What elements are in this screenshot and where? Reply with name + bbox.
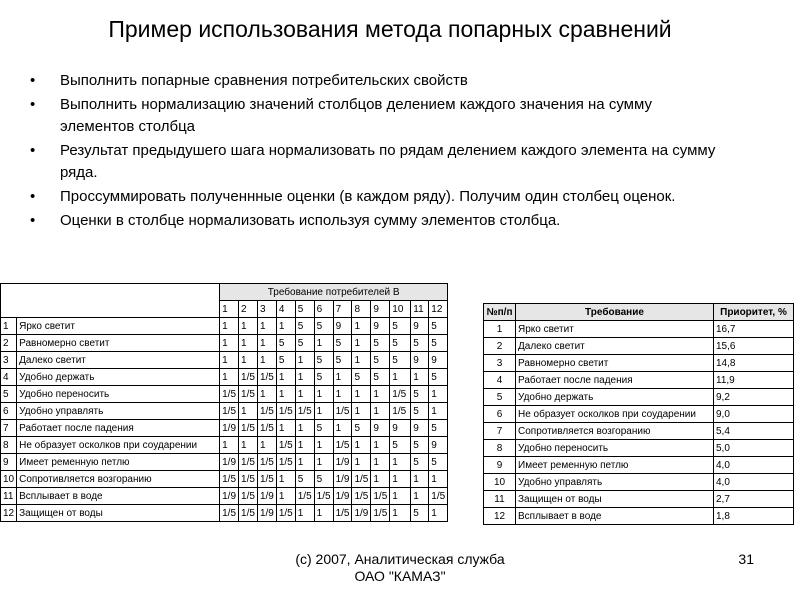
priority-row-number: 8 [484,440,516,457]
matrix-value-cell: 5 [295,318,314,335]
priority-row [484,508,794,525]
matrix-row [1,471,448,488]
matrix-value-cell: 1/9 [352,505,371,522]
matrix-value-cell: 5 [314,420,333,437]
matrix-value-cell: 1 [371,403,390,420]
matrix-column-number: 11 [411,301,429,318]
matrix-row-number: 6 [1,403,17,420]
matrix-column-number: 2 [239,301,258,318]
matrix-value-cell: 1/5 [276,437,295,454]
matrix-value-cell: 1/5 [239,369,258,386]
priority-row [484,321,794,338]
bullet-text: Выполнить попарные сравнения потребительских свойств [60,72,468,89]
priority-value: 5,4 [714,423,794,440]
priority-row-number: 1 [484,321,516,338]
matrix-value-cell: 1 [239,403,258,420]
matrix-value-cell: 1/9 [257,488,276,505]
matrix-value-cell: 1 [276,420,295,437]
matrix-value-cell: 5 [429,420,448,437]
matrix-value-cell: 5 [429,335,448,352]
matrix-value-cell: 1 [371,454,390,471]
matrix-value-cell: 1 [333,420,352,437]
priority-row [484,355,794,372]
matrix-value-cell: 5 [411,335,429,352]
matrix-value-cell: 1 [411,369,429,386]
matrix-row-number: 7 [1,420,17,437]
matrix-value-cell: 5 [371,369,390,386]
matrix-value-cell: 1 [276,318,295,335]
priority-value: 4,0 [714,457,794,474]
matrix-value-cell: 5 [352,369,371,386]
priority-value: 15,6 [714,338,794,355]
matrix-value-cell: 9 [429,352,448,369]
matrix-value-cell: 1/5 [295,403,314,420]
matrix-value-cell: 1 [314,437,333,454]
priority-requirement: Удобно переносить [516,440,714,457]
matrix-value-cell: 9 [371,318,390,335]
matrix-value-cell: 1 [295,437,314,454]
matrix-value-cell: 1 [239,318,258,335]
matrix-value-cell: 5 [411,505,429,522]
priority-value: 14,8 [714,355,794,372]
priority-table [483,303,794,525]
matrix-value-cell: 1/9 [333,454,352,471]
matrix-column-number: 4 [276,301,295,318]
matrix-column-number: 10 [390,301,411,318]
matrix-value-cell: 1/9 [220,488,239,505]
matrix-value-cell: 1 [429,386,448,403]
matrix-column-number: 6 [314,301,333,318]
matrix-value-cell: 1 [352,318,371,335]
matrix-value-cell: 1/5 [239,505,258,522]
matrix-row [1,488,448,505]
priority-value: 1,8 [714,508,794,525]
matrix-value-cell: 9 [411,352,429,369]
priority-column-header: №п/п [484,304,516,321]
matrix-value-cell: 5 [411,403,429,420]
matrix-row-number: 4 [1,369,17,386]
priority-column-header: Приоритет, % [714,304,794,321]
matrix-row-requirement: Равномерно светит [17,335,220,352]
matrix-value-cell: 1/5 [371,488,390,505]
matrix-value-cell: 5 [411,386,429,403]
matrix-corner-cell [1,284,220,318]
matrix-value-cell: 1 [295,505,314,522]
priority-row-number: 12 [484,508,516,525]
matrix-value-cell: 1 [411,488,429,505]
matrix-value-cell: 1/5 [220,505,239,522]
priority-requirement: Далеко светит [516,338,714,355]
matrix-value-cell: 1/5 [371,505,390,522]
priority-row-number: 10 [484,474,516,491]
matrix-row-number: 11 [1,488,17,505]
bullet-item [30,140,730,184]
matrix-value-cell: 5 [411,454,429,471]
page-number: 31 [738,551,754,567]
matrix-row [1,335,448,352]
priority-requirement: Работает после падения [516,372,714,389]
matrix-value-cell: 1 [390,369,411,386]
priority-row [484,474,794,491]
priority-row [484,338,794,355]
matrix-column-number: 5 [295,301,314,318]
matrix-group-header: Требование потребителей В [220,284,448,301]
footer-copyright [230,551,570,585]
priority-value: 9,0 [714,406,794,423]
matrix-row-requirement: Сопротивляется возгоранию [17,471,220,488]
matrix-row-requirement: Имеет ременную петлю [17,454,220,471]
matrix-value-cell: 1 [429,505,448,522]
matrix-value-cell: 1 [390,454,411,471]
matrix-value-cell: 1 [295,352,314,369]
bullet-item [30,186,730,208]
bullet-text: Оценки в столбце нормализовать используя сумму элементов столбца. [60,212,561,229]
bullet-icon: • [30,212,36,229]
matrix-value-cell: 1/5 [220,386,239,403]
matrix-value-cell: 1 [257,335,276,352]
matrix-header-row [1,284,448,301]
matrix-value-cell: 1 [276,471,295,488]
priority-requirement: Защищен от воды [516,491,714,508]
matrix-value-cell: 1/5 [239,386,258,403]
matrix-value-cell: 9 [390,420,411,437]
priority-row-number: 9 [484,457,516,474]
matrix-value-cell: 5 [371,352,390,369]
matrix-value-cell: 1/5 [239,420,258,437]
priority-requirement: Удобно держать [516,389,714,406]
matrix-value-cell: 5 [390,335,411,352]
priority-row [484,457,794,474]
matrix-row-requirement: Не образует осколков при соударении [17,437,220,454]
matrix-value-cell: 1/5 [333,505,352,522]
matrix-value-cell: 1 [220,369,239,386]
matrix-value-cell: 1/5 [352,488,371,505]
priority-value: 2,7 [714,491,794,508]
matrix-value-cell: 1 [220,318,239,335]
matrix-value-cell: 1/5 [295,488,314,505]
matrix-value-cell: 1/9 [257,505,276,522]
page-title: Пример использования метода попарных сравнений [108,16,672,42]
matrix-row-requirement: Защищен от воды [17,505,220,522]
matrix-value-cell: 5 [352,420,371,437]
matrix-value-cell: 1 [257,318,276,335]
matrix-row-number: 3 [1,352,17,369]
matrix-value-cell: 1 [276,386,295,403]
matrix-value-cell: 1 [352,386,371,403]
matrix-value-cell: 1/5 [333,437,352,454]
matrix-value-cell: 9 [411,420,429,437]
matrix-value-cell: 1 [352,403,371,420]
matrix-value-cell: 1/5 [220,471,239,488]
matrix-row-requirement: Удобно переносить [17,386,220,403]
matrix-column-number: 7 [333,301,352,318]
matrix-value-cell: 5 [276,335,295,352]
matrix-value-cell: 1/5 [276,505,295,522]
matrix-column-number: 8 [352,301,371,318]
matrix-row [1,403,448,420]
priority-row [484,389,794,406]
matrix-row-requirement: Удобно держать [17,369,220,386]
matrix-value-cell: 1 [314,386,333,403]
matrix-row-requirement: Далеко светит [17,352,220,369]
bullet-icon: • [30,188,36,205]
priority-value: 4,0 [714,474,794,491]
matrix-value-cell: 9 [371,420,390,437]
matrix-value-cell: 1/5 [276,403,295,420]
matrix-value-cell: 5 [314,352,333,369]
matrix-value-cell: 1 [429,403,448,420]
matrix-value-cell: 5 [314,318,333,335]
matrix-value-cell: 1 [295,454,314,471]
matrix-value-cell: 9 [429,437,448,454]
matrix-value-cell: 5 [411,437,429,454]
matrix-value-cell: 1/5 [220,403,239,420]
priority-row [484,372,794,389]
matrix-value-cell: 1 [314,454,333,471]
matrix-value-cell: 1 [371,471,390,488]
matrix-value-cell: 1 [411,471,429,488]
matrix-value-cell: 1 [295,386,314,403]
matrix-value-cell: 5 [371,335,390,352]
matrix-value-cell: 1 [390,488,411,505]
matrix-value-cell: 1/5 [257,403,276,420]
matrix-value-cell: 1/5 [429,488,448,505]
matrix-row-requirement: Удобно управлять [17,403,220,420]
matrix-value-cell: 1/5 [257,471,276,488]
priority-row [484,423,794,440]
matrix-value-cell: 1/5 [257,420,276,437]
matrix-value-cell: 1/9 [333,471,352,488]
matrix-row-number: 8 [1,437,17,454]
matrix-value-cell: 1 [390,505,411,522]
bullet-text: Выполнить нормализацию значений столбцов делением каждого значения на сумму элементов столбца [60,96,652,135]
matrix-value-cell: 1/5 [390,386,411,403]
matrix-row [1,420,448,437]
comparison-matrix-table [0,283,448,522]
matrix-value-cell: 1/5 [314,488,333,505]
matrix-value-cell: 1 [220,437,239,454]
matrix-row-number: 10 [1,471,17,488]
priority-requirement: Не образует осколков при соударении [516,406,714,423]
matrix-value-cell: 1 [314,505,333,522]
matrix-value-cell: 5 [295,471,314,488]
matrix-value-cell: 5 [429,454,448,471]
matrix-value-cell: 1 [371,437,390,454]
matrix-row [1,505,448,522]
matrix-value-cell: 1 [257,352,276,369]
matrix-value-cell: 1 [352,352,371,369]
priority-requirement: Имеет ременную петлю [516,457,714,474]
matrix-value-cell: 1/5 [276,454,295,471]
footer-line-1: (c) 2007, Аналитическая служба [295,551,505,567]
bullet-text: Результат предыдушего шага нормализовать по рядам делением каждого элемента на сумму ряда. [60,142,716,181]
matrix-value-cell: 1/5 [239,454,258,471]
bullet-item [30,70,730,92]
priority-requirement: Сопротивляется возгоранию [516,423,714,440]
matrix-value-cell: 1 [239,352,258,369]
matrix-value-cell: 1/5 [239,471,258,488]
matrix-value-cell: 1 [371,386,390,403]
matrix-value-cell: 5 [314,369,333,386]
bullet-icon: • [30,72,36,89]
matrix-value-cell: 9 [411,318,429,335]
matrix-value-cell: 1 [220,352,239,369]
priority-column-header: Требование [516,304,714,321]
priority-requirement: Удобно управлять [516,474,714,491]
matrix-row [1,318,448,335]
matrix-row [1,369,448,386]
matrix-row-number: 1 [1,318,17,335]
matrix-value-cell: 1 [333,369,352,386]
matrix-value-cell: 1 [257,437,276,454]
matrix-row-requirement: Ярко светит [17,318,220,335]
matrix-value-cell: 1 [314,403,333,420]
footer-line-2: ОАО "КАМАЗ" [354,568,446,584]
matrix-value-cell: 1 [333,386,352,403]
bullet-icon: • [30,96,36,113]
priority-value: 5,0 [714,440,794,457]
priority-value: 16,7 [714,321,794,338]
bullet-item [30,210,730,232]
matrix-row-number: 2 [1,335,17,352]
matrix-row [1,352,448,369]
priority-requirement: Равномерно светит [516,355,714,372]
matrix-value-cell: 1/5 [352,471,371,488]
matrix-value-cell: 5 [429,369,448,386]
matrix-value-cell: 1/5 [390,403,411,420]
matrix-value-cell: 5 [390,318,411,335]
matrix-column-number: 9 [371,301,390,318]
matrix-value-cell: 1/5 [257,454,276,471]
matrix-value-cell: 1 [352,454,371,471]
matrix-value-cell: 1 [295,420,314,437]
matrix-column-number: 1 [220,301,239,318]
matrix-column-number: 12 [429,301,448,318]
bullet-list [30,70,730,234]
matrix-value-cell: 9 [333,318,352,335]
matrix-value-cell: 1 [429,471,448,488]
matrix-value-cell: 1 [239,335,258,352]
matrix-row [1,386,448,403]
matrix-value-cell: 5 [390,437,411,454]
matrix-value-cell: 1/5 [333,403,352,420]
matrix-row-number: 12 [1,505,17,522]
priority-row-number: 4 [484,372,516,389]
matrix-value-cell: 1 [220,335,239,352]
matrix-value-cell: 1 [276,369,295,386]
matrix-row-number: 5 [1,386,17,403]
matrix-value-cell: 1 [314,335,333,352]
priority-row [484,491,794,508]
bullet-item [30,94,730,138]
matrix-row [1,454,448,471]
priority-row-number: 3 [484,355,516,372]
matrix-row [1,437,448,454]
matrix-value-cell: 1 [276,488,295,505]
matrix-value-cell: 1/9 [220,420,239,437]
matrix-row-requirement: Всплывает в воде [17,488,220,505]
priority-row [484,406,794,423]
matrix-value-cell: 1 [239,437,258,454]
priority-row-number: 6 [484,406,516,423]
priority-value: 9,2 [714,389,794,406]
matrix-row-requirement: Работает после падения [17,420,220,437]
matrix-row-number: 9 [1,454,17,471]
priority-row-number: 5 [484,389,516,406]
priority-row-number: 11 [484,491,516,508]
matrix-value-cell: 1/5 [257,369,276,386]
priority-row [484,440,794,457]
matrix-value-cell: 5 [390,352,411,369]
priority-row-number: 2 [484,338,516,355]
matrix-value-cell: 1 [352,335,371,352]
matrix-value-cell: 1 [390,471,411,488]
matrix-column-number: 3 [257,301,276,318]
matrix-value-cell: 5 [314,471,333,488]
matrix-value-cell: 1 [352,437,371,454]
matrix-value-cell: 5 [333,335,352,352]
matrix-value-cell: 5 [429,318,448,335]
matrix-value-cell: 1/9 [220,454,239,471]
priority-requirement: Ярко светит [516,321,714,338]
priority-row-number: 7 [484,423,516,440]
matrix-value-cell: 5 [295,335,314,352]
matrix-value-cell: 1/5 [239,488,258,505]
matrix-value-cell: 5 [276,352,295,369]
matrix-value-cell: 1/9 [333,488,352,505]
priority-header-row [484,304,794,321]
matrix-value-cell: 1 [295,369,314,386]
matrix-value-cell: 1 [257,386,276,403]
bullet-text: Проссуммировать полученнные оценки (в каждом ряду). Получим один столбец оценок. [60,188,676,205]
bullet-icon: • [30,142,36,159]
priority-value: 11,9 [714,372,794,389]
priority-requirement: Всплывает в воде [516,508,714,525]
matrix-value-cell: 5 [333,352,352,369]
